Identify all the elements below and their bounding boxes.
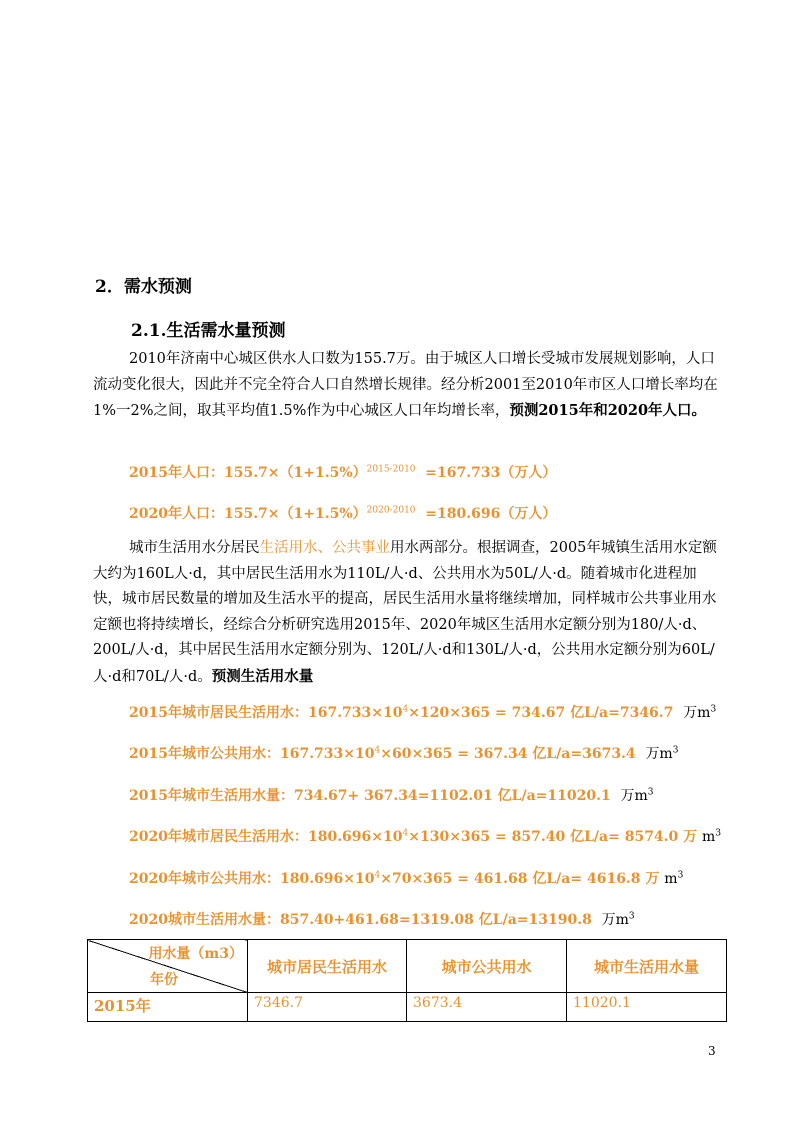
page-number: 3 <box>708 1044 716 1058</box>
paragraph-water-bold: 预测生活用水量 <box>211 667 314 685</box>
subsection-title: 2.1.生活需水量预测 <box>131 321 286 341</box>
table-header-row <box>88 940 727 993</box>
table-header-cell: 城市生活用水量 <box>567 940 727 993</box>
paragraph-population <box>93 347 725 425</box>
water-formula-3: 2015年城市生活用水量：734.67+ 367.34=1102.01 亿L/a=11020.1 万$m^3$ <box>129 787 654 804</box>
water-formula-4: 2020年城市居民生活用水：$180.696\times 10^4\times 130\times 365 = 857.40$ 亿L/a= 8574.0 万 $m^3$ <box>129 828 722 845</box>
water-formula-2: 2015年城市公共用水：$167.733\times 10^4\times 60\times 365 = 367.34$ 亿L/a=3673.4 万$m^3$ <box>129 745 679 762</box>
diag-label-year: 年份 <box>150 972 178 988</box>
paragraph-water-quota: 城市生活用水分居民生活用水、公共事业用水两部分。根据调查，2005年城镇生活用水定额大约为160L人·d，其中居民生活用水为110L/人·d、公共用水为50L/人·d。随着城市化进程加快，城市居民数量的增加及生活水平的提高，居民生活用水量将继续增加，同样城市公共事业用水定额也将持续增长，经综合分析研究选用2015年、2020年城区生活用水定额分别为180/人·d、200L/人·d，其中居民生活用水定额分别为、120L/人·d和130L/人·d，公共用水定额分别为60L/人·d和70L/人·d。预测生活用水量 <box>93 540 717 685</box>
table-header-cell: 城市公共用水 <box>407 940 567 993</box>
table-cell: 7346.7 <box>248 993 407 1022</box>
paragraph-population-bold: 预测2015年和2020年人口。 <box>509 402 707 419</box>
table-header-cell: 城市居民生活用水 <box>248 940 407 993</box>
table-diagonal-header <box>88 940 248 993</box>
table-row <box>88 993 727 1022</box>
population-exponent-2020: 2020-2010 <box>366 505 416 516</box>
table-cell: 3673.4 <box>407 993 567 1022</box>
paragraph-population-text: 2010年济南中心城区供水人口数为155.7万。由于城区人口增长受城市发展规划影响，人口流动变化很大，因此并不完全符合人口自然增长规律。经分析2001至2010年市区人口增长率均在1%一2%之间，取其平均值1.5%作为中心城区人口年均增长率， <box>93 351 718 419</box>
table-cell: 11020.1 <box>567 993 727 1022</box>
diag-label-water: 用水量（m3） <box>148 946 243 962</box>
water-formula-6: 2020城市生活用水量：857.40+461.68=1319.08 亿L/a=13190.8 万$m^3$ <box>129 911 635 928</box>
water-demand-table <box>87 939 727 1022</box>
population-exponent-2015: 2015-2010 <box>366 464 416 475</box>
highlight-text: 生活用水、公共事业 <box>259 540 390 556</box>
water-formula-5: 2020年城市公共用水：$180.696\times 10^4\times 70\times 365 = 461.68$ 亿L/a= 4616.8 万 $m^3$ <box>129 870 684 887</box>
section-title: 2．需水预测 <box>95 277 192 297</box>
population-formula-2015: 2015年人口：$155.7\times(1+1.5\%)^{2015-2010} =167.733$（万人） <box>129 464 557 481</box>
population-formula-2020: 2020年人口：$155.7\times(1+1.5\%)^{2020-2010} =180.696$（万人） <box>129 505 557 522</box>
water-formula-1: 2015年城市居民生活用水：$167.733\times 10^4\times 120\times 365 = 734.67$ 亿L/a=7346.7 万$m^3$ <box>129 704 717 721</box>
table-cell-year: 2015年 <box>88 993 248 1022</box>
